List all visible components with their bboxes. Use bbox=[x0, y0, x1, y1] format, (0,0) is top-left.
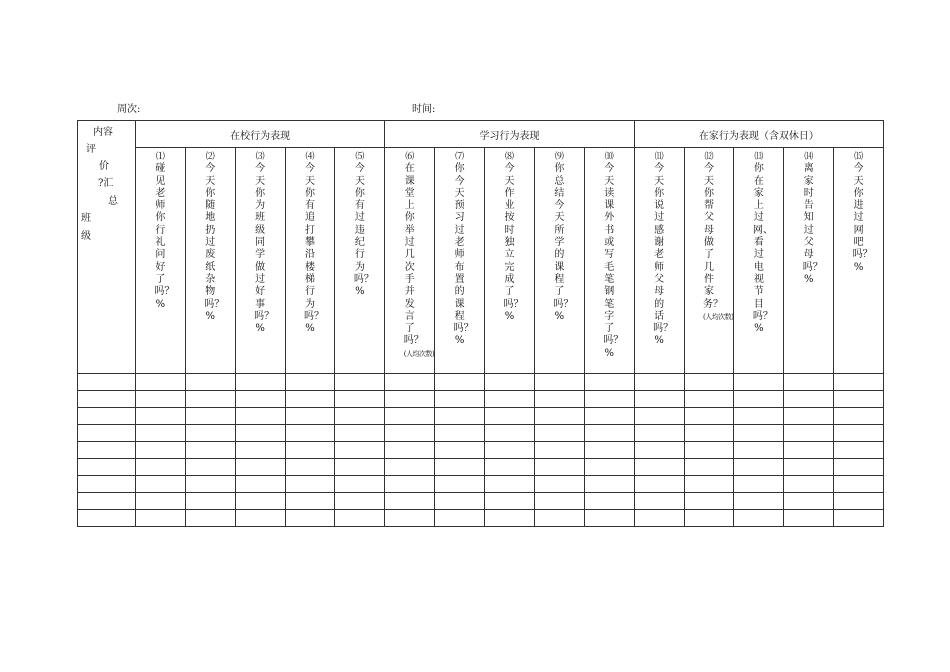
percent-unit: % bbox=[853, 261, 864, 273]
question-header-cell bbox=[485, 148, 535, 374]
group-header-study: 学习行为表现 bbox=[385, 121, 634, 148]
data-cell[interactable] bbox=[834, 408, 884, 425]
data-cell[interactable] bbox=[285, 476, 335, 493]
data-cell[interactable] bbox=[435, 510, 485, 527]
group-header-home: 在家行为表现（含双休日） bbox=[634, 121, 883, 148]
corner-text: 评 bbox=[86, 144, 96, 155]
data-cell[interactable] bbox=[136, 510, 186, 527]
corner-text: 总 bbox=[108, 196, 118, 207]
data-cell[interactable] bbox=[584, 493, 634, 510]
data-cell[interactable] bbox=[435, 391, 485, 408]
question-number: ⒂ bbox=[854, 152, 864, 162]
table-row bbox=[78, 459, 884, 476]
data-cell[interactable] bbox=[684, 391, 734, 408]
data-cell[interactable] bbox=[136, 459, 186, 476]
data-cell[interactable] bbox=[734, 493, 784, 510]
data-cell[interactable] bbox=[235, 391, 285, 408]
question-header-cell bbox=[136, 148, 186, 374]
data-cell[interactable] bbox=[335, 459, 385, 476]
question-text: 今天作业按时独立完成了吗？ bbox=[503, 163, 524, 310]
evaluation-table bbox=[77, 120, 884, 527]
data-cell[interactable] bbox=[834, 425, 884, 442]
question-header-cell bbox=[335, 148, 385, 374]
data-cell[interactable] bbox=[634, 391, 684, 408]
data-cell[interactable] bbox=[185, 425, 235, 442]
question-number: ⑸ bbox=[355, 152, 365, 162]
data-cell[interactable] bbox=[285, 442, 335, 459]
data-cell[interactable] bbox=[435, 374, 485, 391]
data-cell[interactable] bbox=[235, 374, 285, 391]
class-name-cell[interactable] bbox=[78, 425, 136, 442]
question-text-block bbox=[154, 148, 175, 311]
question-number: ⒀ bbox=[754, 152, 764, 162]
data-cell[interactable] bbox=[634, 510, 684, 527]
table-row bbox=[78, 425, 884, 442]
data-cell[interactable] bbox=[335, 374, 385, 391]
percent-unit: % bbox=[255, 323, 265, 335]
data-cell[interactable] bbox=[435, 476, 485, 493]
data-cell[interactable] bbox=[385, 374, 435, 391]
data-cell[interactable] bbox=[784, 374, 834, 391]
class-name-cell[interactable] bbox=[78, 459, 136, 476]
data-cell[interactable] bbox=[584, 425, 634, 442]
question-text: 离家时告知过父母吗？ bbox=[802, 163, 823, 273]
data-cell[interactable] bbox=[185, 374, 235, 391]
question-header-cell bbox=[185, 148, 235, 374]
class-name-cell[interactable] bbox=[78, 510, 136, 527]
table-row bbox=[78, 476, 884, 493]
data-cell[interactable] bbox=[584, 391, 634, 408]
data-cell[interactable] bbox=[684, 510, 734, 527]
data-cell[interactable] bbox=[235, 459, 285, 476]
question-header-cell bbox=[784, 148, 834, 374]
group-header-school: 在校行为表现 bbox=[136, 121, 385, 148]
data-cell[interactable] bbox=[185, 510, 235, 527]
data-cell[interactable] bbox=[235, 510, 285, 527]
data-cell[interactable] bbox=[734, 391, 784, 408]
percent-unit: % bbox=[754, 323, 764, 335]
question-text-block bbox=[204, 148, 225, 323]
percent-unit: % bbox=[554, 310, 565, 322]
question-text-block bbox=[254, 148, 275, 335]
percent-unit: % bbox=[355, 286, 365, 298]
data-cell[interactable] bbox=[834, 391, 884, 408]
question-note: (人均次数) bbox=[403, 349, 435, 358]
data-cell[interactable] bbox=[285, 374, 335, 391]
question-text-block bbox=[603, 148, 624, 360]
data-cell[interactable] bbox=[185, 476, 235, 493]
question-header-cell bbox=[584, 148, 634, 374]
corner-text: ?汇 bbox=[98, 178, 114, 189]
data-cell[interactable] bbox=[784, 442, 834, 459]
data-cell[interactable] bbox=[435, 442, 485, 459]
question-text: 今天读课外书或写毛笔钢笔字了吗？ bbox=[603, 163, 624, 347]
corner-text: 价 bbox=[99, 161, 109, 172]
question-number: ⑽ bbox=[604, 152, 614, 162]
question-number: ⑼ bbox=[554, 152, 564, 162]
table-row bbox=[78, 493, 884, 510]
data-cell[interactable] bbox=[734, 476, 784, 493]
data-cell[interactable] bbox=[435, 459, 485, 476]
question-note: (人均次数) bbox=[703, 312, 734, 321]
question-header-cell bbox=[684, 148, 734, 374]
data-cell[interactable] bbox=[784, 510, 834, 527]
question-text-block bbox=[752, 148, 773, 335]
data-cell[interactable] bbox=[485, 459, 535, 476]
percent-unit: % bbox=[654, 335, 664, 347]
data-cell[interactable] bbox=[385, 391, 435, 408]
question-header-cell bbox=[834, 148, 884, 374]
data-cell[interactable] bbox=[684, 374, 734, 391]
corner-cell bbox=[78, 121, 136, 374]
data-cell[interactable] bbox=[285, 425, 335, 442]
data-cell[interactable] bbox=[534, 476, 584, 493]
percent-unit: % bbox=[205, 310, 216, 322]
data-cell[interactable] bbox=[385, 442, 435, 459]
data-cell[interactable] bbox=[235, 493, 285, 510]
data-cell[interactable] bbox=[136, 493, 186, 510]
question-text: 今天你说过感谢老师父母的话吗？ bbox=[653, 163, 674, 335]
table-row bbox=[78, 408, 884, 425]
data-cell[interactable] bbox=[834, 442, 884, 459]
data-cell[interactable] bbox=[784, 493, 834, 510]
data-cell[interactable] bbox=[734, 425, 784, 442]
question-header-cell bbox=[285, 148, 335, 374]
data-cell[interactable] bbox=[185, 391, 235, 408]
question-text-block bbox=[703, 148, 734, 323]
data-cell[interactable] bbox=[385, 476, 435, 493]
data-cell[interactable] bbox=[734, 510, 784, 527]
percent-unit: % bbox=[604, 347, 614, 359]
percent-unit: % bbox=[305, 323, 315, 335]
data-cell[interactable] bbox=[335, 510, 385, 527]
question-number: ⑵ bbox=[205, 152, 215, 162]
data-cell[interactable] bbox=[534, 493, 584, 510]
data-cell[interactable] bbox=[335, 425, 385, 442]
data-cell[interactable] bbox=[534, 442, 584, 459]
data-cell[interactable] bbox=[385, 408, 435, 425]
data-cell[interactable] bbox=[684, 408, 734, 425]
percent-unit: % bbox=[803, 273, 814, 285]
data-cell[interactable] bbox=[335, 476, 385, 493]
data-cell[interactable] bbox=[335, 442, 385, 459]
table-row bbox=[78, 510, 884, 527]
question-text-block bbox=[802, 148, 823, 286]
data-cell[interactable] bbox=[534, 391, 584, 408]
corner-text: 级 bbox=[81, 231, 91, 242]
data-cell[interactable] bbox=[485, 476, 535, 493]
question-header-cell bbox=[734, 148, 784, 374]
data-cell[interactable] bbox=[784, 459, 834, 476]
data-cell[interactable] bbox=[684, 493, 734, 510]
class-name-cell[interactable] bbox=[78, 442, 136, 459]
data-cell[interactable] bbox=[834, 459, 884, 476]
data-cell[interactable] bbox=[136, 391, 186, 408]
group-header-row bbox=[78, 121, 884, 148]
corner-text: 班 bbox=[81, 213, 91, 224]
data-cell[interactable] bbox=[834, 510, 884, 527]
data-cell[interactable] bbox=[235, 408, 285, 425]
data-cell[interactable] bbox=[784, 391, 834, 408]
data-cell[interactable] bbox=[734, 459, 784, 476]
question-text: 今天你有追打攀沿楼梯行为吗？ bbox=[304, 163, 324, 322]
time-label: 时间: bbox=[412, 104, 436, 115]
data-cell[interactable] bbox=[584, 459, 634, 476]
data-cell[interactable] bbox=[485, 493, 535, 510]
data-cell[interactable] bbox=[285, 493, 335, 510]
data-cell[interactable] bbox=[684, 476, 734, 493]
data-cell[interactable] bbox=[285, 408, 335, 425]
data-cell[interactable] bbox=[634, 374, 684, 391]
table-row bbox=[78, 442, 884, 459]
question-text: 你今天预习过老师布置的课程吗？ bbox=[453, 163, 474, 335]
data-cell[interactable] bbox=[285, 510, 335, 527]
data-cell[interactable] bbox=[185, 408, 235, 425]
data-cell[interactable] bbox=[485, 391, 535, 408]
question-text: 你总结今天所学的课程了吗？ bbox=[553, 163, 574, 310]
question-header-cell bbox=[435, 148, 485, 374]
percent-unit: % bbox=[504, 310, 515, 322]
data-cell[interactable] bbox=[784, 408, 834, 425]
question-number: ⑹ bbox=[405, 152, 415, 162]
data-cell[interactable] bbox=[584, 374, 634, 391]
data-cell[interactable] bbox=[734, 442, 784, 459]
table-row bbox=[78, 374, 884, 391]
data-cell[interactable] bbox=[684, 459, 734, 476]
question-header-cell bbox=[235, 148, 285, 374]
question-number: ⑺ bbox=[455, 152, 465, 162]
question-number: ⑶ bbox=[255, 152, 265, 162]
data-cell[interactable] bbox=[485, 510, 535, 527]
question-header-cell bbox=[534, 148, 584, 374]
question-number: ⑿ bbox=[704, 152, 714, 162]
data-cell[interactable] bbox=[435, 408, 485, 425]
data-cell[interactable] bbox=[136, 476, 186, 493]
data-cell[interactable] bbox=[235, 442, 285, 459]
data-cell[interactable] bbox=[285, 391, 335, 408]
question-text: 今天你为班级同学做过好事吗？ bbox=[254, 163, 275, 322]
question-text: 今天你有过违纪行为吗？ bbox=[353, 163, 374, 285]
week-label: 周次: bbox=[117, 104, 141, 115]
data-cell[interactable] bbox=[784, 425, 834, 442]
question-text: 碰见老师你行礼问好了吗？ bbox=[154, 163, 175, 298]
percent-unit: % bbox=[155, 298, 166, 310]
data-cell[interactable] bbox=[584, 408, 634, 425]
data-cell[interactable] bbox=[435, 425, 485, 442]
question-number: ⑷ bbox=[305, 152, 315, 162]
class-name-cell[interactable] bbox=[78, 476, 136, 493]
data-cell[interactable] bbox=[684, 442, 734, 459]
percent-unit: % bbox=[454, 335, 465, 347]
data-cell[interactable] bbox=[185, 493, 235, 510]
question-text-block bbox=[503, 148, 524, 323]
question-text-block bbox=[403, 148, 435, 360]
question-row bbox=[78, 148, 884, 374]
question-text: 今天你随地扔过废纸杂物吗？ bbox=[204, 163, 225, 310]
class-name-cell[interactable] bbox=[78, 493, 136, 510]
table-row bbox=[78, 391, 884, 408]
question-number: ⒁ bbox=[804, 152, 814, 162]
data-cell[interactable] bbox=[485, 425, 535, 442]
class-name-cell[interactable] bbox=[78, 374, 136, 391]
data-cell[interactable] bbox=[136, 374, 186, 391]
data-cell[interactable] bbox=[534, 374, 584, 391]
data-cell[interactable] bbox=[335, 391, 385, 408]
data-cell[interactable] bbox=[634, 408, 684, 425]
question-text-block bbox=[353, 148, 374, 299]
class-name-cell[interactable] bbox=[78, 391, 136, 408]
data-cell[interactable] bbox=[285, 459, 335, 476]
data-cell[interactable] bbox=[634, 442, 684, 459]
data-cell[interactable] bbox=[485, 442, 535, 459]
data-cell[interactable] bbox=[734, 408, 784, 425]
class-name-cell[interactable] bbox=[78, 408, 136, 425]
data-cell[interactable] bbox=[534, 459, 584, 476]
data-cell[interactable] bbox=[385, 459, 435, 476]
data-cell[interactable] bbox=[834, 493, 884, 510]
data-cell[interactable] bbox=[684, 425, 734, 442]
data-cell[interactable] bbox=[335, 408, 385, 425]
data-cell[interactable] bbox=[834, 476, 884, 493]
question-text: 你在家上过网、看过电视节目吗？ bbox=[752, 163, 773, 322]
data-cell[interactable] bbox=[385, 493, 435, 510]
data-cell[interactable] bbox=[534, 408, 584, 425]
question-header-cell bbox=[385, 148, 435, 374]
corner-text: 内容 bbox=[93, 127, 113, 138]
data-cell[interactable] bbox=[584, 476, 634, 493]
question-text: 在课堂上你举过几次手并发言了吗？ bbox=[403, 163, 424, 347]
data-cell[interactable] bbox=[385, 510, 435, 527]
data-cell[interactable] bbox=[335, 493, 385, 510]
data-cell[interactable] bbox=[235, 476, 285, 493]
question-text-block bbox=[453, 148, 474, 348]
data-cell[interactable] bbox=[435, 493, 485, 510]
data-cell[interactable] bbox=[534, 425, 584, 442]
data-cell[interactable] bbox=[485, 408, 535, 425]
question-text-block bbox=[553, 148, 574, 323]
data-cell[interactable] bbox=[136, 408, 186, 425]
data-cell[interactable] bbox=[634, 476, 684, 493]
data-cell[interactable] bbox=[584, 442, 634, 459]
data-cell[interactable] bbox=[634, 425, 684, 442]
data-cell[interactable] bbox=[634, 459, 684, 476]
data-cell[interactable] bbox=[834, 374, 884, 391]
question-text-block bbox=[304, 148, 324, 335]
question-header-cell bbox=[634, 148, 684, 374]
data-cell[interactable] bbox=[784, 476, 834, 493]
data-cell[interactable] bbox=[235, 425, 285, 442]
question-text: 今天你进过网吧吗？ bbox=[852, 163, 873, 261]
data-cell[interactable] bbox=[385, 425, 435, 442]
data-cell[interactable] bbox=[534, 510, 584, 527]
data-cell[interactable] bbox=[185, 442, 235, 459]
question-text-block bbox=[852, 148, 873, 274]
data-cell[interactable] bbox=[136, 425, 186, 442]
data-cell[interactable] bbox=[634, 493, 684, 510]
data-cell[interactable] bbox=[136, 442, 186, 459]
data-cell[interactable] bbox=[584, 510, 634, 527]
question-number: ⑾ bbox=[654, 152, 664, 162]
question-number: ⑻ bbox=[504, 152, 514, 162]
data-cell[interactable] bbox=[185, 459, 235, 476]
question-text-block bbox=[653, 148, 674, 348]
data-cell[interactable] bbox=[485, 374, 535, 391]
data-cell[interactable] bbox=[734, 374, 784, 391]
question-number: ⑴ bbox=[155, 152, 165, 162]
question-text: 今天你帮父母做了几件家务？ bbox=[703, 163, 723, 310]
